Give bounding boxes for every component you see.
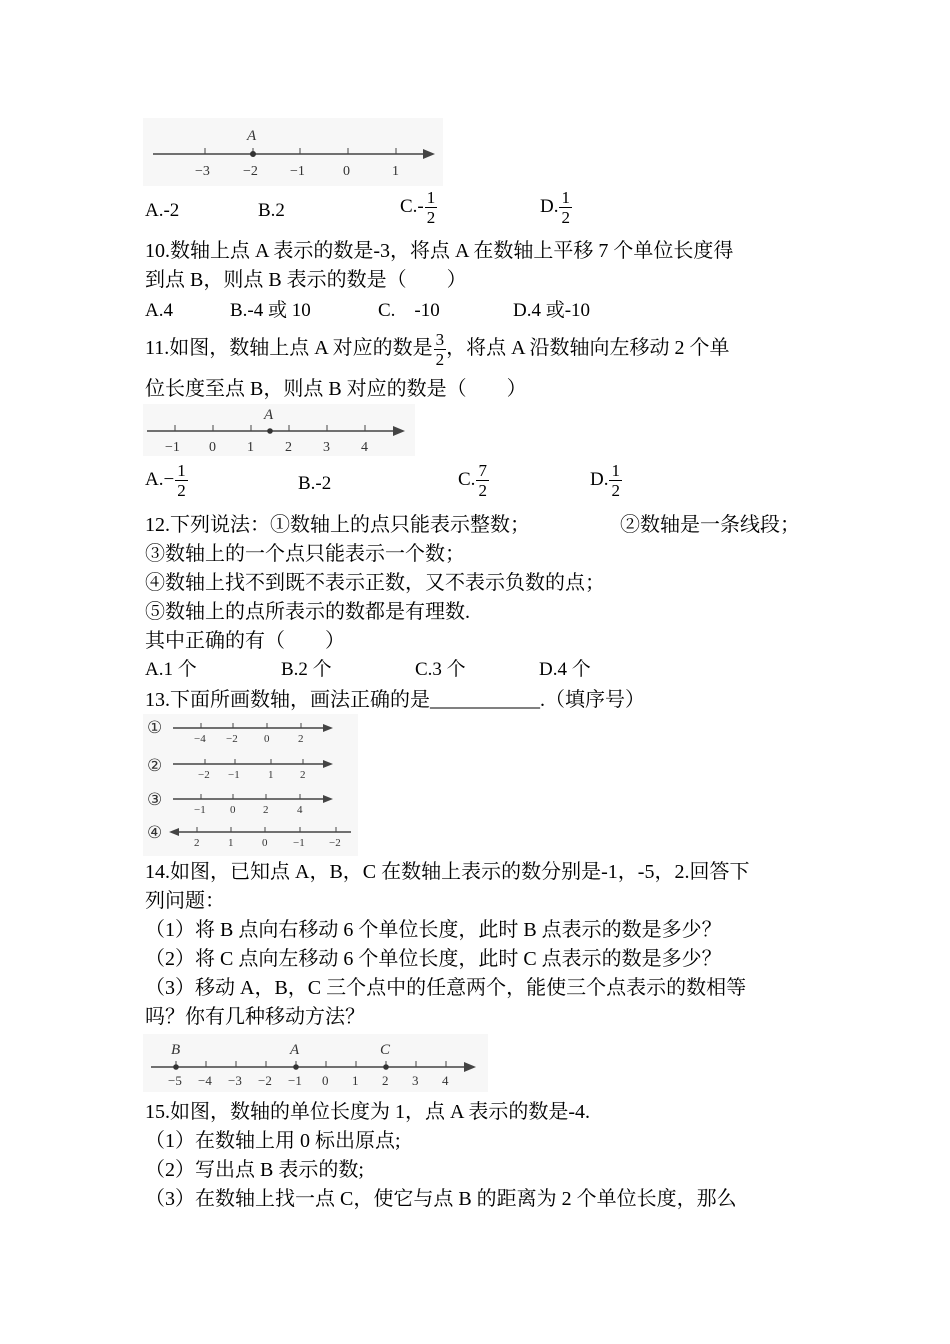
- axis-mark: ①: [147, 718, 163, 737]
- q14-line5: （3）移动 A，B，C 三个点中的任意两个，能使三个点表示的数相等: [145, 977, 747, 999]
- tick-label: −1: [165, 440, 180, 455]
- q13-line1: 13.下面所画数轴，画法正确的是___________.（填序号）: [145, 689, 645, 711]
- tick-label: 3: [323, 440, 330, 455]
- q9-option-d: D. $\frac{1}{2}$: [540, 188, 570, 227]
- tick-label: 4: [361, 440, 368, 455]
- point-label-a: A: [290, 1042, 300, 1058]
- tick-label: 1: [228, 837, 234, 849]
- q15-line2: （1）在数轴上用 0 标出原点;: [145, 1130, 401, 1152]
- fraction: $\frac{1}{2}$: [561, 188, 570, 227]
- q15-line4: （3）在数轴上找一点 C，使它与点 B 的距离为 2 个单位长度，那么: [145, 1188, 737, 1210]
- q15-line1: 15.如图，数轴的单位长度为 1，点 A 表示的数是-4.: [145, 1101, 590, 1123]
- tick-label: 1: [392, 164, 399, 179]
- tick-label: −2: [258, 1073, 272, 1088]
- q12-line1-right: ②数轴是一条线段；: [620, 514, 800, 536]
- point-label: A: [264, 407, 274, 423]
- tick-label: −3: [228, 1073, 242, 1088]
- q12-line1: 12.下列说法：①数轴上的点只能表示整数；: [145, 514, 530, 536]
- q14-line6: 吗？你有几种移动方法？: [145, 1006, 365, 1028]
- q11-line1: 11.如图，数轴上点 A 对应的数是 $\frac{3}{2}$ ，将点 A 沿数轴向左移动 2 个单: [145, 330, 730, 369]
- q10-line2: 到点 B，则点 B 表示的数是（ ）: [145, 269, 467, 291]
- tick-label: 2: [263, 804, 269, 816]
- tick-label: 4: [442, 1073, 449, 1088]
- q12-option-a: A.1 个: [145, 659, 197, 680]
- q12-option-c: C.3 个: [415, 659, 466, 680]
- tick-label: 0: [209, 440, 216, 455]
- q12-line3: ④数轴上找不到既不表示正数，又不表示负数的点；: [145, 572, 605, 594]
- tick-label: 1: [247, 440, 254, 455]
- point-label-b: B: [171, 1042, 181, 1058]
- tick-label: −2: [243, 164, 258, 179]
- fraction: $\frac{1}{2}$: [177, 461, 186, 500]
- fraction: $\frac{1}{2}$: [426, 188, 436, 227]
- q14-line1: 14.如图，已知点 A，B，C 在数轴上表示的数分别是-1，-5，2.回答下: [145, 861, 750, 883]
- q11-line2: 位长度至点 B，则点 B 对应的数是（ ）: [145, 378, 527, 400]
- q11-number-line: [143, 404, 415, 456]
- tick-label: 2: [382, 1073, 389, 1088]
- tick-label: 2: [298, 733, 304, 745]
- q10-line1: 10.数轴上点 A 表示的数是-3，将点 A 在数轴上平移 7 个单位长度得: [145, 240, 734, 262]
- tick-label: −2: [329, 837, 341, 849]
- point-label-c: C: [380, 1042, 391, 1058]
- point-label: A: [247, 128, 257, 144]
- q11-option-d: D. $\frac{1}{2}$: [590, 461, 620, 500]
- q9-option-b: B.2: [258, 200, 285, 221]
- q10-option-c: C. -10: [378, 300, 440, 321]
- tick-label: −2: [226, 733, 238, 745]
- tick-label: 0: [262, 837, 268, 849]
- axis-mark: ③: [147, 790, 163, 809]
- tick-label: −1: [228, 769, 240, 781]
- q15-line3: （2）写出点 B 表示的数;: [145, 1159, 364, 1181]
- tick-label: 3: [412, 1073, 419, 1088]
- tick-label: −1: [288, 1073, 302, 1088]
- axis-mark: ②: [147, 756, 163, 775]
- fraction: $\frac{1}{2}$: [611, 461, 620, 500]
- q14-line2: 列问题：: [145, 890, 225, 912]
- q14-number-line: [143, 1034, 488, 1092]
- q9-number-line: [143, 118, 443, 186]
- tick-label: 0: [343, 164, 350, 179]
- fraction: $\frac{3}{2}$: [435, 330, 445, 369]
- tick-label: 2: [285, 440, 292, 455]
- tick-label: −1: [194, 804, 206, 816]
- q12-option-b: B.2 个: [281, 659, 332, 680]
- tick-label: −1: [290, 164, 305, 179]
- tick-label: −4: [198, 1073, 212, 1088]
- q11-option-a: A.− $\frac{1}{2}$: [145, 461, 186, 500]
- fraction: $\frac{7}{2}$: [478, 461, 487, 500]
- tick-label: 1: [352, 1073, 359, 1088]
- tick-label: −1: [293, 837, 305, 849]
- q10-option-d: D.4 或-10: [513, 300, 591, 321]
- q11-option-b: B.-2: [298, 473, 332, 494]
- tick-label: −3: [195, 164, 210, 179]
- axis-mark: ④: [147, 823, 163, 842]
- q10-option-a: A.4: [145, 300, 173, 321]
- tick-label: 0: [322, 1073, 329, 1088]
- q9-option-a: A.-2: [145, 200, 180, 221]
- tick-label: −5: [168, 1073, 182, 1088]
- q10-option-b: B.-4 或 10: [230, 300, 311, 321]
- tick-label: 0: [264, 733, 270, 745]
- q11-option-c: C. $\frac{7}{2}$: [458, 461, 487, 500]
- tick-label: −4: [194, 733, 206, 745]
- q12-line2: ③数轴上的一个点只能表示一个数；: [145, 543, 465, 565]
- q12-line4: ⑤数轴上的点所表示的数都是有理数.: [145, 601, 470, 623]
- tick-label: 2: [300, 769, 306, 781]
- tick-label: 4: [297, 804, 303, 816]
- q14-line4: （2）将 C 点向左移动 6 个单位长度，此时 C 点表示的数是多少？: [145, 948, 722, 970]
- q9-option-c: C.- $\frac{1}{2}$: [400, 188, 436, 227]
- q12-line5: 其中正确的有（ ）: [145, 630, 345, 652]
- q13-axes-figure: [143, 714, 358, 856]
- tick-label: −2: [198, 769, 210, 781]
- tick-label: 1: [268, 769, 274, 781]
- tick-label: 0: [230, 804, 236, 816]
- q14-line3: （1）将 B 点向右移动 6 个单位长度，此时 B 点表示的数是多少？: [145, 919, 722, 941]
- q12-option-d: D.4 个: [539, 659, 591, 680]
- tick-label: 2: [194, 837, 200, 849]
